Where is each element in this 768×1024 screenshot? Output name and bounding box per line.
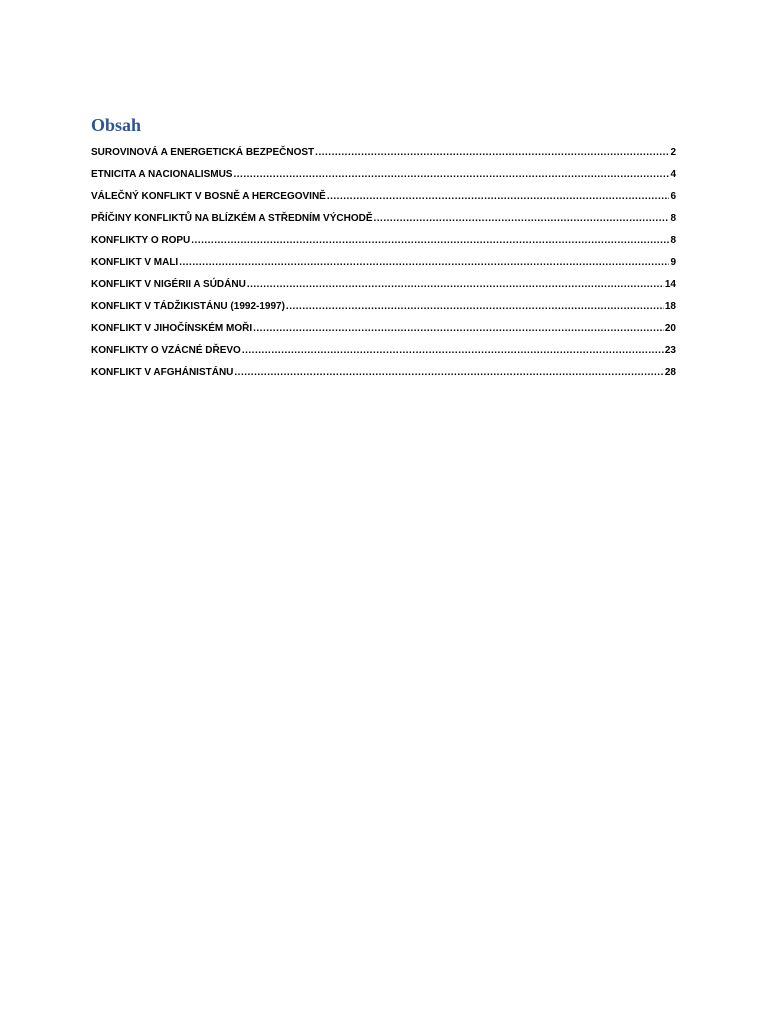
toc-entry-label: KONFLIKTY O ROPU: [91, 235, 191, 246]
toc-entry-page-number: 28: [664, 367, 676, 378]
toc-entry-page-number: 23: [664, 345, 676, 356]
toc-entry-label: KONFLIKT V JIHOČÍNSKÉM MOŘI: [91, 323, 253, 334]
toc-entry[interactable]: [91, 164, 676, 186]
toc-title: Obsah: [91, 115, 142, 135]
toc-entry[interactable]: [91, 142, 676, 164]
toc-entry-page-number: 9: [670, 257, 676, 268]
toc-dot-leader: [315, 142, 669, 164]
toc-entry[interactable]: [91, 296, 676, 318]
toc-dot-leader: [234, 362, 663, 384]
toc-entry-page-number: 18: [664, 301, 676, 312]
toc-dot-leader: [191, 230, 669, 252]
toc-entry[interactable]: [91, 252, 676, 274]
toc-dot-leader: [233, 164, 669, 186]
toc-entry-label: ETNICITA A NACIONALISMUS: [91, 169, 233, 180]
toc-entry[interactable]: [91, 340, 676, 362]
toc-dot-leader: [286, 296, 664, 318]
toc-entry-label: KONFLIKT V TÁDŽIKISTÁNU (1992-1997): [91, 301, 285, 312]
toc-entry-page-number: 20: [664, 323, 676, 334]
toc-entry-label: KONFLIKTY O VZÁCNÉ DŘEVO: [91, 345, 241, 356]
toc-entry[interactable]: [91, 186, 676, 208]
table-of-contents: [91, 142, 676, 384]
toc-entry-label: KONFLIKT V NIGÉRII A SÚDÁNU: [91, 279, 246, 290]
toc-entry-page-number: 8: [670, 235, 676, 246]
toc-entry-page-number: 4: [670, 169, 676, 180]
toc-dot-leader: [373, 208, 669, 230]
toc-dot-leader: [247, 274, 664, 296]
toc-dot-leader: [253, 318, 664, 340]
toc-entry-page-number: 14: [664, 279, 676, 290]
toc-entry[interactable]: [91, 208, 676, 230]
toc-entry[interactable]: [91, 318, 676, 340]
toc-entry-label: VÁLEČNÝ KONFLIKT V BOSNĚ A HERCEGOVINĚ: [91, 191, 326, 202]
toc-entry[interactable]: [91, 230, 676, 252]
toc-dot-leader: [327, 186, 670, 208]
toc-entry-label: SUROVINOVÁ A ENERGETICKÁ BEZPEČNOST: [91, 147, 315, 158]
toc-entry[interactable]: [91, 274, 676, 296]
toc-entry-label: KONFLIKT V MALI: [91, 257, 179, 268]
toc-entry[interactable]: [91, 362, 676, 384]
toc-entry-page-number: 6: [670, 191, 676, 202]
toc-dot-leader: [179, 252, 669, 274]
toc-dot-leader: [242, 340, 664, 362]
toc-entry-page-number: 8: [670, 213, 676, 224]
toc-entry-label: KONFLIKT V AFGHÁNISTÁNU: [91, 367, 234, 378]
toc-entry-page-number: 2: [670, 147, 676, 158]
toc-entry-label: PŘÍČINY KONFLIKTŮ NA BLÍZKÉM A STŘEDNÍM VÝCHODĚ: [91, 213, 373, 224]
